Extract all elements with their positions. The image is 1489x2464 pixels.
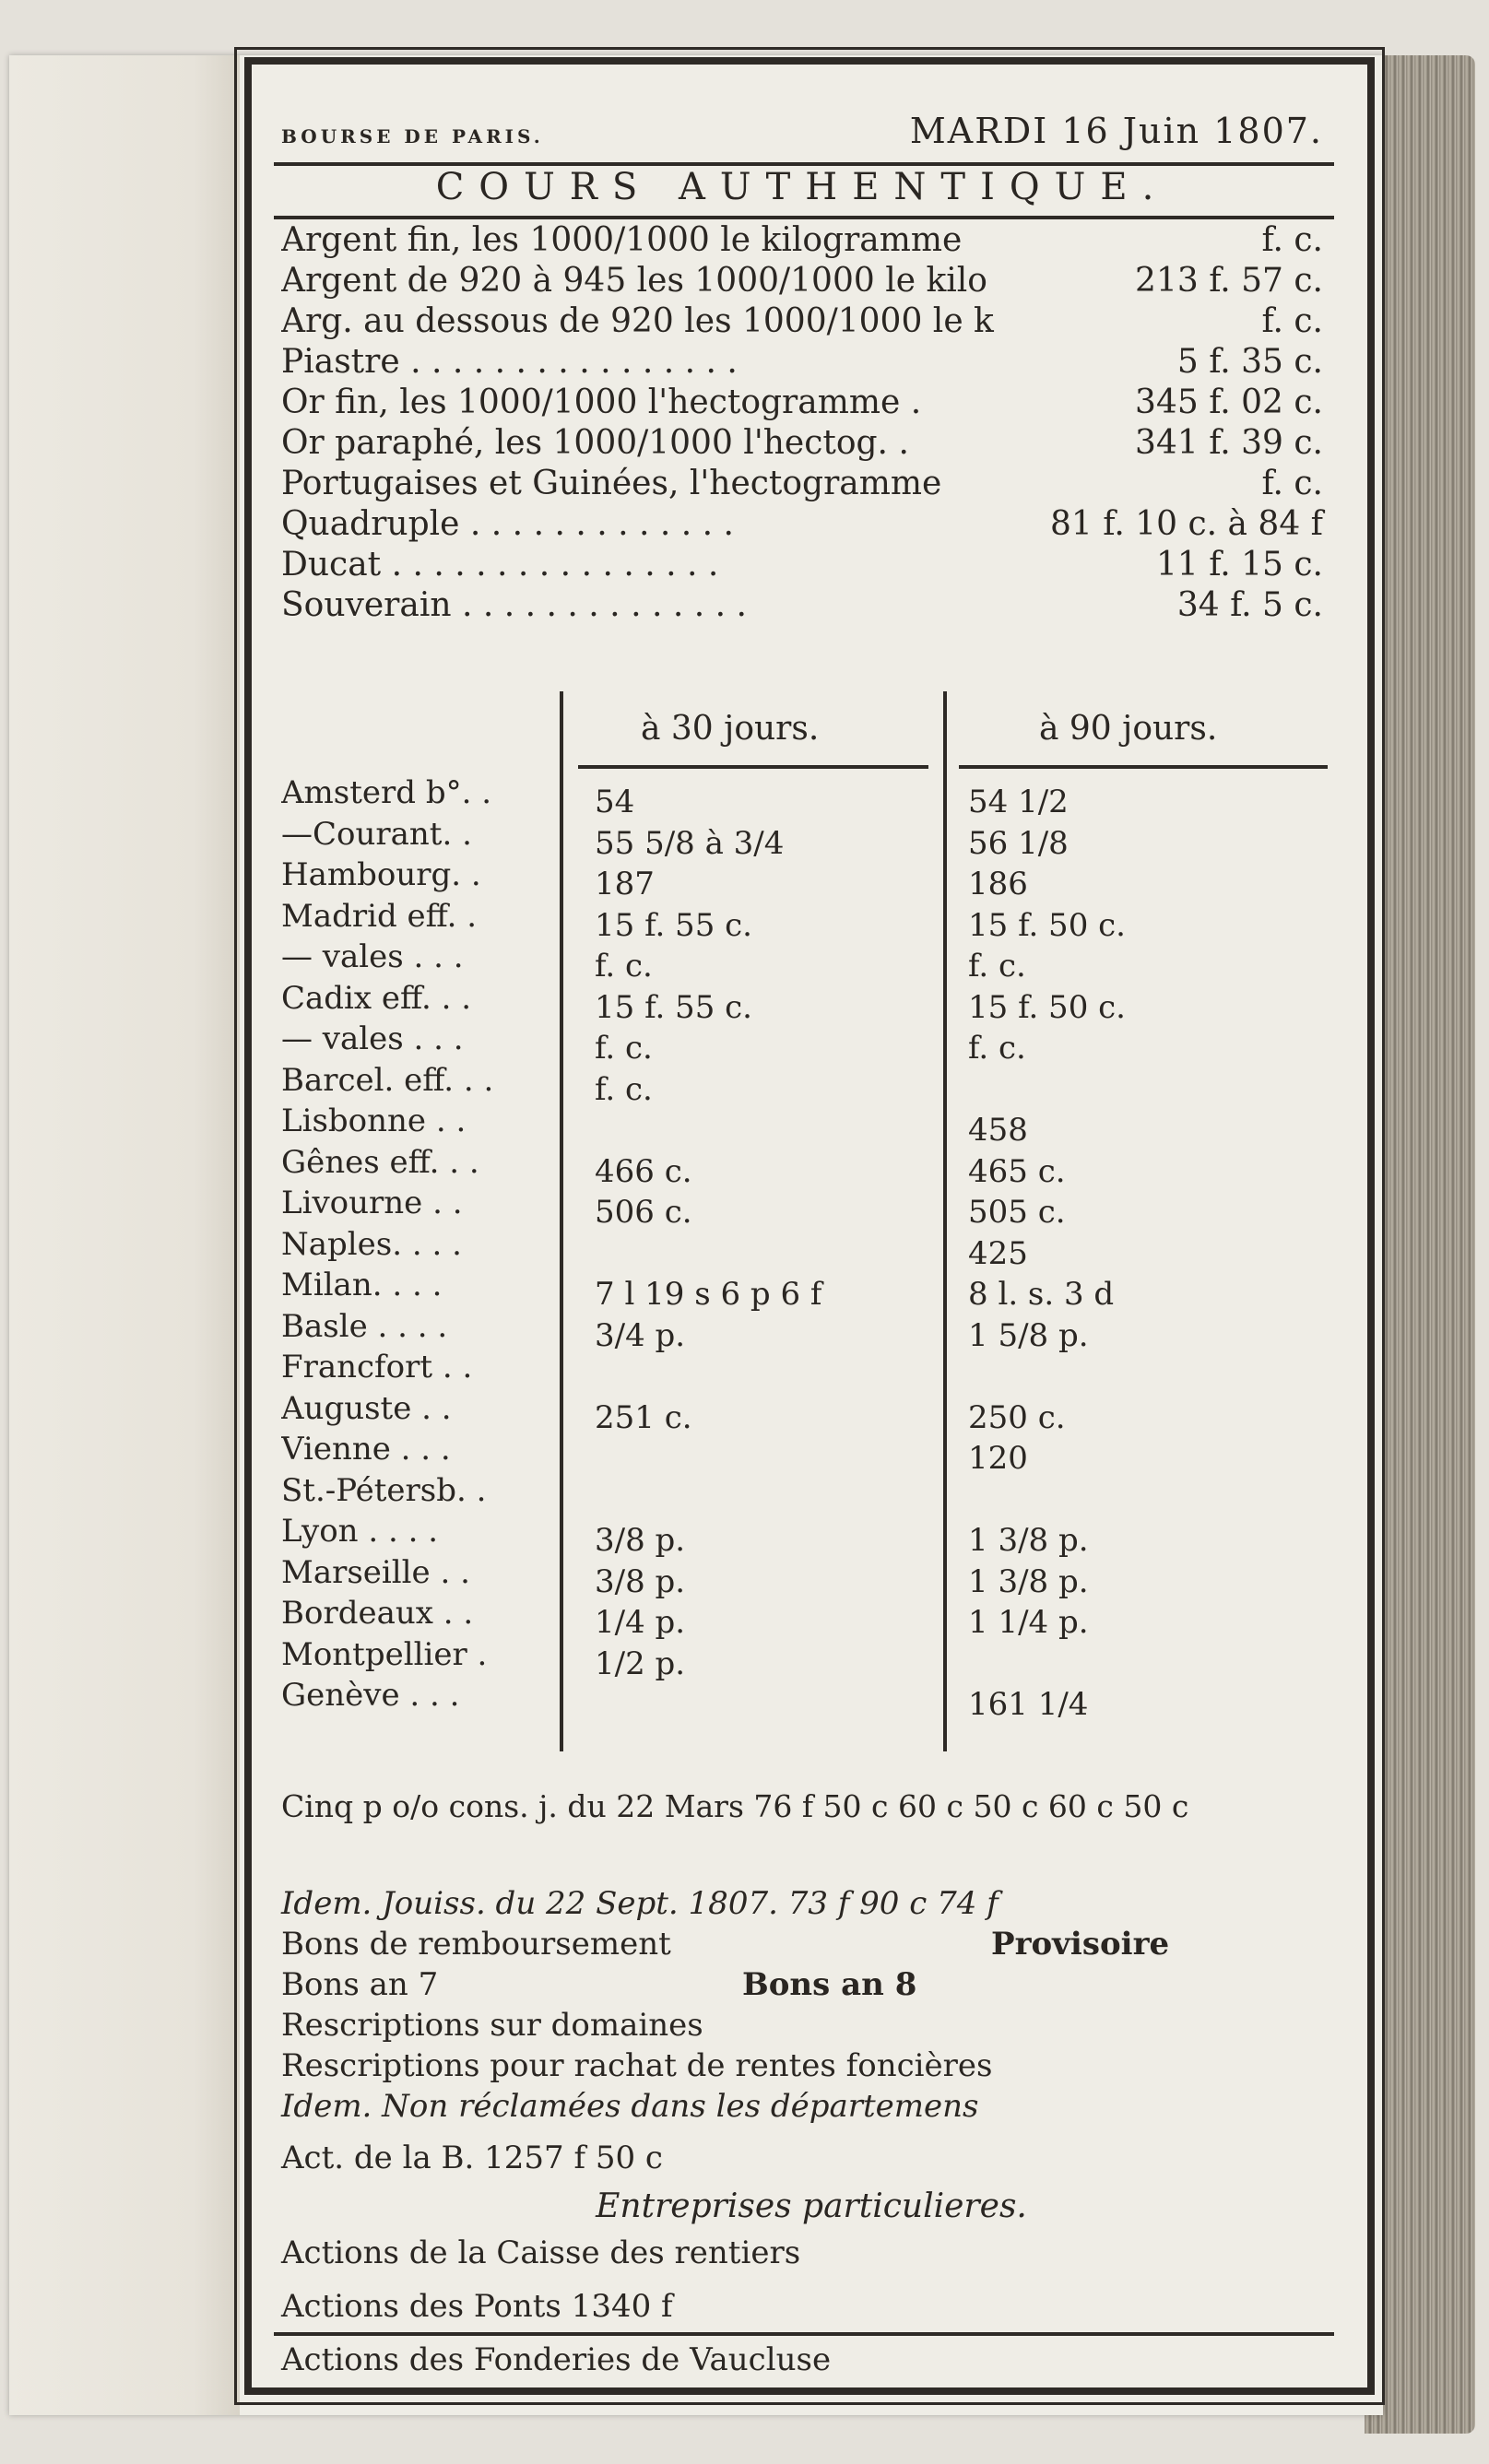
rescriptions-domaines: Rescriptions sur domaines [281,2007,703,2044]
rate-30-days: f. c. [595,1030,653,1067]
exchange-place: St.-Pétersb. . [281,1471,487,1509]
provisoire-label: Provisoire [991,1926,1170,1963]
metal-price: 345 f. 02 c. [1135,383,1323,421]
col-90-days-header: à 90 jours. [1039,710,1218,748]
rate-30-days: 251 c. [595,1398,692,1436]
rate-90-days: 120 [968,1440,1028,1477]
metal-price: f. c. [1261,302,1323,340]
rate-30-days: 54 [595,784,635,820]
metal-price: 213 f. 57 c. [1135,262,1323,300]
metal-row [281,465,1341,505]
actions-fonderies: Actions des Fonderies de Vaucluse [281,2341,832,2378]
metal-row [281,221,1341,262]
idem-non-reclamees: Idem. Non réclamées dans les départemens [281,2088,979,2125]
metal-label: Or fin, les 1000/1000 l'hectogramme . [281,383,922,421]
exchange-place: Naples. . . . [281,1225,462,1263]
rate-30-days [595,1112,821,1153]
metal-price: f. c. [1261,465,1323,502]
rate-30-days: f. c. [595,948,653,984]
column-divider-left [560,691,563,1751]
metal-label: Piastre . . . . . . . . . . . . . . . . [281,343,738,381]
securities-list [281,1885,1341,2395]
metal-label: Arg. au dessous de 920 les 1000/1000 le k [281,302,994,340]
exchange-table [281,691,1341,1751]
rate-30-days: 15 f. 55 c. [595,988,752,1026]
footer-rule [274,2332,1334,2336]
actions-banque: Act. de la B. 1257 f 50 c [281,2140,663,2176]
metal-price: f. c. [1261,221,1323,259]
rate-90-days: 505 c. [968,1194,1066,1231]
exchange-place: Barcel. eff. . . [281,1061,494,1099]
exchange-place: Montpellier . [281,1635,488,1673]
rate-30-days [595,1481,821,1523]
metal-label: Souverain . . . . . . . . . . . . . . [281,586,747,624]
rate-90-days [968,1481,1126,1523]
metal-row [281,343,1341,383]
rate-30-days: 7 l 19 s 6 p 6 f [595,1276,822,1313]
exchange-place: Gênes eff. . . [281,1143,479,1181]
rate-30-days [595,1235,821,1277]
exchange-place: Genève . . . [281,1677,460,1714]
bons-an-7: Bons an 7 [281,1966,439,2003]
exchange-place: Lyon . . . . [281,1513,439,1550]
metal-row [281,383,1341,424]
rate-30-days: 55 5/8 à 3/4 [595,824,785,862]
rate-30-days: 3/8 p. [595,1522,686,1559]
col-30-days-header: à 30 jours. [641,710,820,748]
metal-price: 5 f. 35 c. [1176,343,1323,381]
exchange-places [281,774,558,1718]
metal-label: Ducat . . . . . . . . . . . . . . . . [281,546,719,584]
rate-30-days: 506 c. [595,1194,692,1231]
exchange-place: —Courant. . [281,815,472,853]
exchange-place: Lisbonne . . [281,1102,467,1139]
metal-price: 81 f. 10 c. à 84 f [1050,505,1323,543]
column-divider-right [943,691,947,1751]
exchange-place: — vales . . . [281,1020,464,1057]
bons-remboursement: Bons de remboursement [281,1926,671,1963]
rate-30-days: 187 [595,866,655,902]
rate-30-days [595,1358,821,1399]
rate-90-days: 15 f. 50 c. [968,988,1126,1026]
metal-row [281,302,1341,343]
exchange-place: Francfort . . [281,1349,473,1385]
col-90-rule [959,765,1328,769]
metals-price-list [281,221,1341,627]
rate-30-days: 466 c. [595,1152,692,1190]
exchange-place: Basle . . . . [281,1307,448,1345]
exchange-place: Auguste . . [281,1389,452,1427]
col-30-rule [578,765,928,769]
rate-30-days [595,1440,821,1481]
exchange-place: Livourne . . [281,1185,463,1221]
rate-90-days: 458 [968,1112,1028,1149]
title-rule [274,216,1334,219]
rate-90-days: 250 c. [968,1398,1066,1436]
rate-90-days: 1 3/8 p. [968,1562,1089,1600]
rate-30-days: 15 f. 55 c. [595,906,752,944]
rate-90-days: 161 1/4 [968,1686,1089,1723]
rate-30-days: 1/2 p. [595,1645,686,1682]
rate-30-days [595,1686,821,1727]
rate-90-days: 54 1/2 [968,784,1069,820]
metal-price: 341 f. 39 c. [1135,424,1323,462]
exchange-name: BOURSE DE PARIS. [281,125,544,147]
idem-jouissance: Idem. Jouiss. du 22 Sept. 1807. 73 f 90 c 74 f [281,1885,999,1922]
date-line: MARDI 16 Juin 1807. [909,111,1323,151]
rate-30-days: 3/4 p. [595,1316,686,1354]
metal-label: Quadruple . . . . . . . . . . . . . [281,505,734,543]
rate-90-days: 186 [968,866,1028,902]
rate-30-days: 3/8 p. [595,1562,686,1600]
metal-label: Argent fin, les 1000/1000 le kilogramme [281,221,963,259]
metal-price: 11 f. 15 c. [1155,546,1323,584]
rate-90-days [968,1071,1126,1113]
rate-30-days: 1/4 p. [595,1604,686,1641]
exchange-place: Bordeaux . . [281,1595,474,1632]
rate-90-days: 8 l. s. 3 d [968,1276,1115,1313]
rates-90-days [968,784,1126,1727]
rate-90-days: 465 c. [968,1152,1066,1190]
exchange-place: Amsterd b°. . [281,774,492,811]
page-header [281,111,1323,166]
rate-90-days: 1 1/4 p. [968,1604,1089,1641]
exchange-place: Madrid eff. . [281,897,478,935]
metal-label: Portugaises et Guinées, l'hectogramme [281,465,942,502]
rates-30-days [595,784,821,1727]
rescriptions-rachat: Rescriptions pour rachat de rentes foncières [281,2047,993,2084]
rate-30-days: f. c. [595,1070,653,1108]
metal-row [281,262,1341,302]
rate-90-days [968,1645,1126,1687]
metal-row [281,505,1341,546]
metal-row [281,546,1341,586]
rate-90-days: 425 [968,1234,1028,1272]
metal-label: Or paraphé, les 1000/1000 l'hectog. . [281,424,909,462]
rate-90-days: 1 5/8 p. [968,1316,1089,1354]
rate-90-days: f. c. [968,948,1026,984]
metal-row [281,424,1341,465]
rate-90-days: f. c. [968,1030,1026,1067]
rentes-line: Cinq p o/o cons. j. du 22 Mars 76 f 50 c 60 c 50 c 60 c 50 c [281,1788,1189,1824]
exchange-place: — vales . . . [281,938,464,975]
rate-90-days: 1 3/8 p. [968,1522,1089,1559]
exchange-place: Marseille . . [281,1553,470,1591]
metal-row [281,586,1341,627]
actions-ponts: Actions des Ponts 1340 f [281,2288,673,2325]
exchange-place: Milan. . . . [281,1267,443,1303]
page-content [281,65,1351,2378]
exchange-place: Cadix eff. . . [281,979,472,1017]
exchange-place: Hambourg. . [281,856,481,893]
metal-price: 34 f. 5 c. [1176,586,1323,624]
metal-label: Argent de 920 à 945 les 1000/1000 le kilo [281,262,987,300]
page-gutter [9,55,240,2415]
rate-90-days: 56 1/8 [968,824,1069,862]
exchange-place: Vienne . . . [281,1431,451,1468]
rate-90-days [968,1358,1126,1399]
entreprises-heading: Entreprises particulieres. [596,2187,1027,2225]
actions-caisse-rentiers: Actions de la Caisse des rentiers [281,2234,801,2271]
bons-an-8: Bons an 8 [742,1966,917,2003]
page-title: COURS AUTHENTIQUE. [435,166,1169,208]
rate-90-days: 15 f. 50 c. [968,906,1126,944]
